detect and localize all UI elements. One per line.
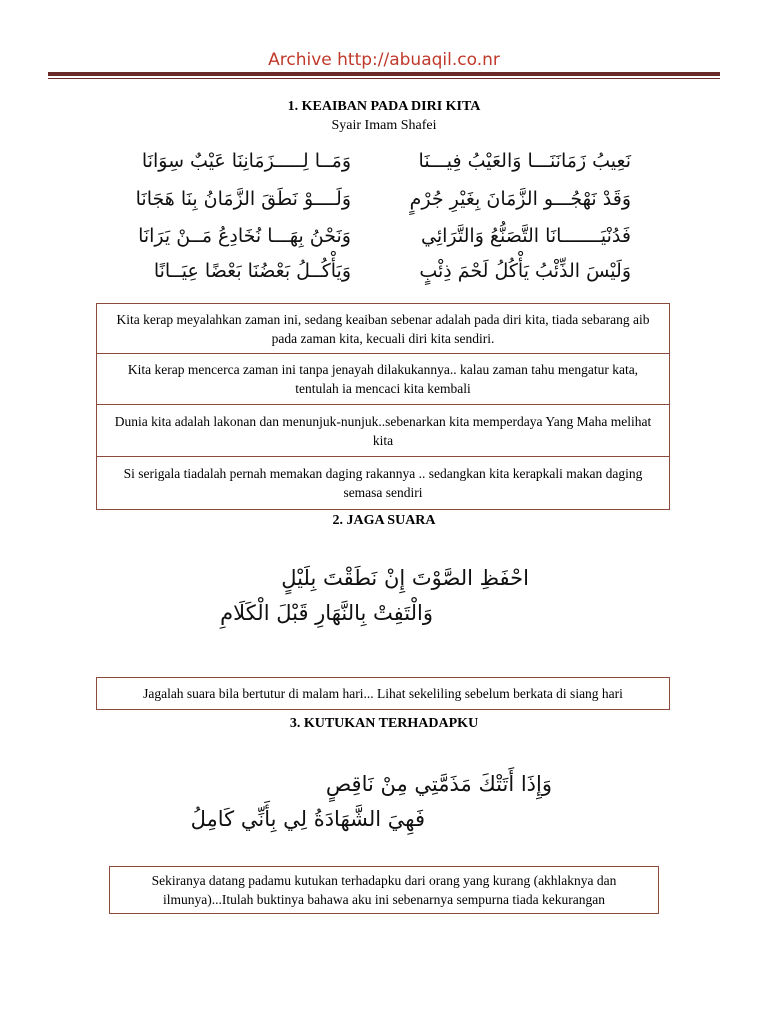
translation-cell: Kita kerap meyalahkan zaman ini, sedang keaiban sebenar adalah pada diri kita, tiada sebarang aib pada zaman kita, kecuali diri kita sendiri.	[97, 304, 669, 354]
verse2-left: وَلَــــوْ نَطَقَ الزَّمَانُ بِنَا هَجَانَا	[135, 188, 351, 210]
verse3-left: وَنَحْنُ بِهَـــا نُخَادِعُ مَــنْ يَرَانَا	[138, 225, 351, 247]
verse1-left: وَمَــا لِـــــزَمَانِنَا عَيْبٌ سِوَانَا	[141, 150, 351, 172]
translation-cell: Dunia kita adalah lakonan dan menunjuk-nunjuk..sebenarkan kita memperdaya Yang Maha melihat kita	[97, 405, 669, 457]
section2-arabic-line2: وَالْتَفِتْ بِالنَّهَارِ قَبْلَ الْكَلَامِ	[220, 601, 433, 625]
section3-title: 3. KUTUKAN TERHADAPKU	[289, 716, 479, 731]
verse1-right: نَعِيبُ زَمَانَنَـــا وَالعَيْبُ فِيـــنَا	[418, 150, 631, 172]
translation-table-3	[109, 866, 659, 914]
section2-arabic-line1: احْفَظِ الصَّوْتَ إِنْ نَطَقْتَ بِلَيْلٍ	[281, 566, 529, 590]
verse3-right: فَدُنْيَـــــــانَا التَّصَنُّعُ وَالتَّرَائِي	[421, 225, 631, 247]
verse4-right: وَلَيْسَ الذِّئْبُ يَأْكُلُ لَحْمَ ذِئْبٍ	[419, 260, 631, 282]
section3-arabic-line1: وَإِذَا أَتَتْكَ مَذَمَّتِي مِنْ نَاقِصٍ	[325, 772, 552, 796]
section1-title: 1. KEAIBAN PADA DIRI KITA	[287, 99, 481, 114]
verse2-right: وَقَدْ نَهْجُـــو الزَّمَانَ بِغَيْرِ جُرْمٍ	[409, 188, 631, 210]
header-rule-thin	[48, 78, 720, 79]
section3-arabic-line2: فَهِيَ الشَّهَادَةُ لِي بِأَنِّي كَامِلُ	[190, 807, 425, 831]
translation-cell: Si serigala tiadalah pernah memakan daging rakannya .. sedangkan kita kerapkali makan daging semasa sendiri	[123, 466, 643, 500]
verse4-left: وَيَأْكُــلُ بَعْضُنَا بَعْضًا عِيَــانًا	[153, 260, 351, 282]
translation-table-1	[96, 303, 670, 510]
archive-header: Archive http://abuaqil.co.nr	[268, 50, 500, 70]
translation-table-2	[96, 677, 670, 710]
translation-cell: Kita kerap mencerca zaman ini tanpa jenayah dilakukannya.. kalau zaman tahu mengatur kata, tentulah ia mencaci kita kembali	[97, 354, 669, 405]
translation-cell: Jagalah suara bila bertutur di malam hari... Lihat sekeliling sebelum berkata di siang hari	[143, 686, 623, 701]
translation-cell: Sekiranya datang padamu kutukan terhadapku dari orang yang kurang (akhlaknya dan ilmunya)...Itulah buktinya bahawa aku ini sebenarnya sempurna tiada kekurangan	[151, 873, 617, 907]
header-rule-thick	[48, 72, 720, 76]
section2-title: 2. JAGA SUARA	[332, 513, 436, 528]
section1-subtitle: Syair Imam Shafei	[331, 118, 437, 133]
